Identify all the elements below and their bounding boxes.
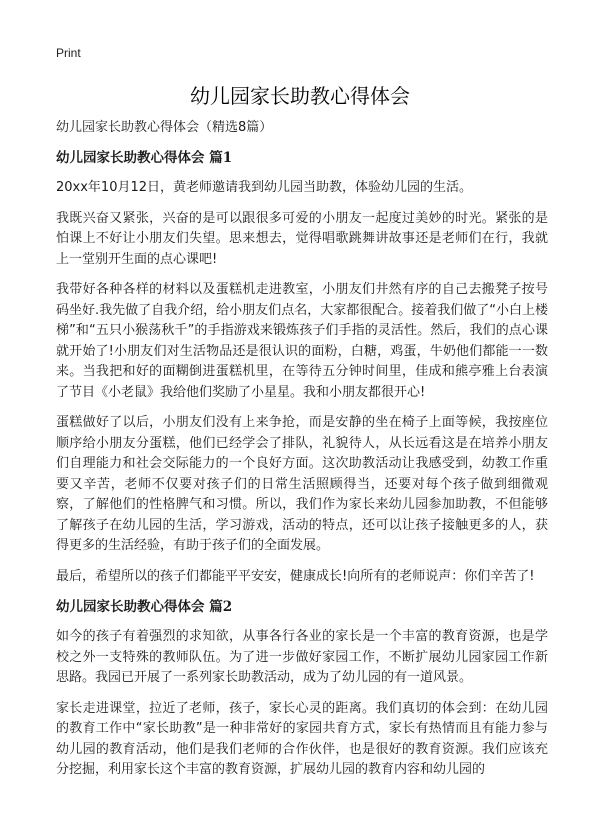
paragraph: 蛋糕做好了以后，小朋友们没有上来争抢，而是安静的坐在椅子上面等候，我按座位顺序给小朋友分蛋糕，他们已经学会了排队，礼貌待人，从长远看这是在培养小朋友们自理能力和社会交际能力的一个良好方面。这次助教活动让我感受到，幼教工作重要又辛苦，老师不仅要对孩子们的日常生活照顾得当，还要对每个孩子做到细微观察，了解他们的性格脾气和习惯。所以，我们作为家长来幼儿园参加助教，不但能够了解孩子在幼儿园的生活，学习游戏，活动的特点，还可以让孩子接触更多的人，获得更多的生活经验，有助于孩子们的全面发展。 (56, 415, 548, 553)
paragraph: 如今的孩子有着强烈的求知欲，从事各行各业的家长是一个丰富的教育资源，也是学校之外一支特殊的教师队伍。为了进一步做好家园工作，不断扩展幼儿园家园工作新思路。我园已开展了一系列家长助教活动，成为了幼儿园的有一道风景。 (56, 629, 548, 685)
paragraph: 20xx年10月12日，黄老师邀请我到幼儿园当助教，体验幼儿园的生活。 (56, 180, 473, 195)
page-title: 幼儿园家长助教心得体会 (190, 84, 410, 108)
print-link[interactable]: Print (56, 46, 81, 60)
paragraph: 家长走进课堂，拉近了老师，孩子，家长心灵的距离。我们真切的体会到：在幼儿园的教育工作中“家长助教”是一种非常好的家园共育方式，家长有热情而且有能力参与幼儿园的教育活动，他们是我们老师的合作伙伴，也是很好的教育资源。我们应该充分挖掘，利用家长这个丰富的教育资源，扩展幼儿园的教育内容和幼儿园的 (56, 700, 548, 777)
article-subtitle: 幼儿园家长助教心得体会（精选8篇） (56, 120, 273, 135)
paragraph: 我带好各种各样的材料以及蛋糕机走进教室，小朋友们井然有序的自己去搬凳子按号码坐好.我先做了自我介绍，给小朋友们点名，大家都很配合。接着我们做了“小白上楼梯”和“五只小猴荡秋千”的手指游戏来锻炼孩子们手指的灵活性。然后，我们的点心课就开始了!小朋友们对生活物品还是很认识的面粉，白糖，鸡蛋，牛奶他们都能一一数来。当我把和好的面糊倒进蛋糕机里，在等待五分钟时间里，佳成和熊亭雅上台表演了节目《小老鼠》我给他们奖励了小星星。我和小朋友都很开心! (56, 282, 548, 400)
article-body (56, 118, 548, 791)
section-heading-1: 幼儿园家长助教心得体会 篇1 (56, 150, 233, 166)
paragraph: 我既兴奋又紧张，兴奋的是可以跟很多可爱的小朋友一起度过美妙的时光。紧张的是怕课上不好让小朋友们失望。思来想去，觉得唱歌跳舞讲故事还是老师们在行，我就上一堂别开生面的点心课吧! (56, 210, 548, 267)
section-heading-2: 幼儿园家长助教心得体会 篇2 (56, 599, 233, 615)
paragraph: 最后，希望所以的孩子们都能平平安安，健康成长!向所有的老师说声：你们辛苦了! (56, 568, 535, 584)
